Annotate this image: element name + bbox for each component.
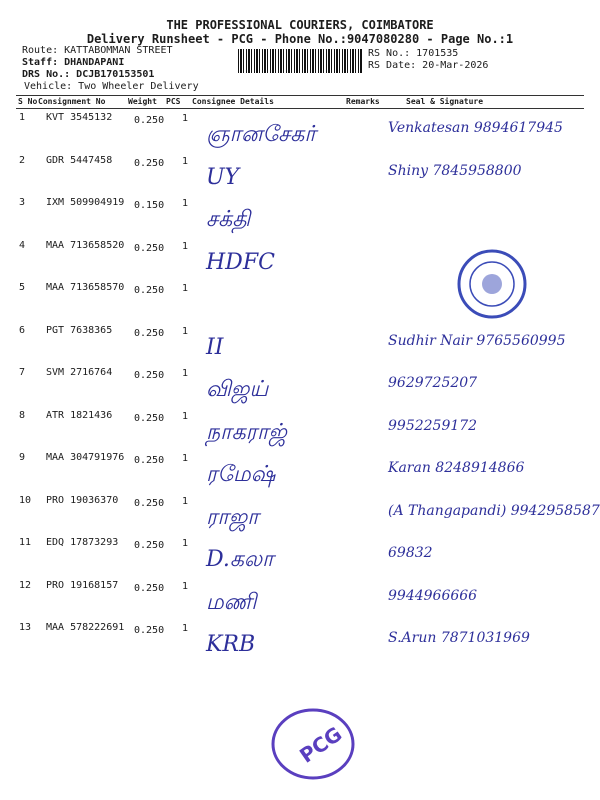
barcode [238,49,362,73]
row-signature: Venkatesan 9894617945 [388,120,563,136]
table-row [16,365,584,408]
row-consignment-no: GDR 5447458 [46,155,113,166]
row-weight: 0.250 [134,158,165,169]
row-consignee-handwriting: மணி [206,590,257,615]
row-consignee-handwriting: II [206,335,224,360]
row-weight: 0.250 [134,540,165,551]
row-consignment-no: MAA 713658520 [46,240,125,251]
row-consignee-handwriting: ஞானசேகர் [206,122,316,147]
rs-date: RS Date: 20-Mar-2026 [368,60,489,71]
row-sno: 7 [19,367,26,378]
table-row [16,450,584,493]
row-sno: 10 [19,495,32,506]
row-consignee-handwriting: நாகராஜ் [206,420,287,445]
row-consignee-handwriting: சக்தி [206,207,251,232]
table-row [16,578,584,621]
row-pcs: 1 [182,283,189,294]
row-weight: 0.250 [134,370,165,381]
row-sno: 12 [19,580,32,591]
drs-number: DRS No.: DCJB170153501 [22,69,155,80]
row-pcs: 1 [182,368,189,379]
row-sno: 1 [19,112,26,123]
row-pcs: 1 [182,411,189,422]
table-row [16,493,600,536]
col-sno: S No [18,97,38,106]
row-consignment-no: MAA 578222691 [46,622,125,633]
row-weight: 0.250 [134,115,165,126]
table-row [16,408,584,451]
row-sno: 6 [19,325,26,336]
col-pcs: PCS [166,97,181,106]
row-consignment-no: EDQ 17873293 [46,537,119,548]
row-signature: Karan 8248914866 [388,460,525,476]
row-signature: Sudhir Nair 9765560995 [388,333,566,349]
bank-seal-stamp [456,248,528,320]
row-sno: 11 [19,537,32,548]
runsheet-subtitle: Delivery Runsheet - PCG - Phone No.:9047080280 - Page No.:1 [86,32,514,46]
row-pcs: 1 [182,156,189,167]
row-sno: 3 [19,197,26,208]
row-consignment-no: MAA 304791976 [46,452,125,463]
row-consignment-no: PRO 19036370 [46,495,119,506]
row-consignment-no: PGT 7638365 [46,325,113,336]
row-sno: 13 [19,622,32,633]
vehicle-label: Vehicle: Two Wheeler Delivery [24,81,199,92]
row-weight: 0.250 [134,455,165,466]
table-row [16,323,584,366]
row-weight: 0.150 [134,200,165,211]
row-pcs: 1 [182,496,189,507]
stamp-text: PCG [295,721,347,768]
col-consignee: Consignee Details [192,97,274,106]
row-pcs: 1 [182,623,189,634]
row-signature: 9629725207 [388,375,478,391]
route-label: Route: KATTABOMMAN STREET [22,45,173,56]
row-signature: S.Arun 7871031969 [388,630,530,646]
row-consignee-handwriting: D.கலா [206,547,274,572]
row-pcs: 1 [182,538,189,549]
row-sno: 4 [19,240,26,251]
row-sno: 5 [19,282,26,293]
row-consignee-handwriting: ரமேஷ் [206,462,276,487]
pcg-stamp [268,704,358,784]
row-consignment-no: IXM 509904919 [46,197,125,208]
row-pcs: 1 [182,326,189,337]
table-row [16,535,584,578]
table-header [16,95,584,109]
row-consignment-no: MAA 713658570 [46,282,125,293]
row-weight: 0.250 [134,413,165,424]
row-signature: 69832 [388,545,433,561]
table-row [16,153,584,196]
col-weight: Weight [128,97,157,106]
row-signature: (A Thangapandi) 9942958587 [388,503,600,519]
row-pcs: 1 [182,453,189,464]
row-consignee-handwriting: HDFC [206,250,275,275]
row-consignment-no: ATR 1821436 [46,410,113,421]
staff-label: Staff: DHANDAPANI [22,57,125,68]
row-weight: 0.250 [134,583,165,594]
col-remarks: Remarks [346,97,380,106]
rs-number: RS No.: 1701535 [368,48,459,59]
row-sno: 9 [19,452,26,463]
table-row [16,620,584,663]
row-signature: 9944966666 [388,588,478,604]
row-consignee-handwriting: விஜய் [206,377,269,402]
company-title: THE PROFESSIONAL COURIERS, COIMBATORE [166,18,434,32]
row-consignee-handwriting: UY [206,165,240,190]
row-weight: 0.250 [134,243,165,254]
row-pcs: 1 [182,198,189,209]
row-weight: 0.250 [134,328,165,339]
row-consignee-handwriting: ராஜா [206,505,259,530]
row-consignment-no: KVT 3545132 [46,112,113,123]
table-row [16,110,584,153]
row-pcs: 1 [182,581,189,592]
row-weight: 0.250 [134,285,165,296]
row-consignment-no: PRO 19168157 [46,580,119,591]
row-consignee-handwriting: KRB [206,632,256,657]
row-weight: 0.250 [134,498,165,509]
row-pcs: 1 [182,241,189,252]
col-consignment: Consignment No [38,97,106,106]
row-sno: 8 [19,410,26,421]
row-weight: 0.250 [134,625,165,636]
row-signature: 9952259172 [388,418,478,434]
col-seal-signature: Seal & Signature [406,97,484,106]
row-signature: Shiny 7845958800 [388,163,522,179]
table-row [16,195,584,238]
row-consignment-no: SVM 2716764 [46,367,113,378]
row-sno: 2 [19,155,26,166]
row-pcs: 1 [182,113,189,124]
